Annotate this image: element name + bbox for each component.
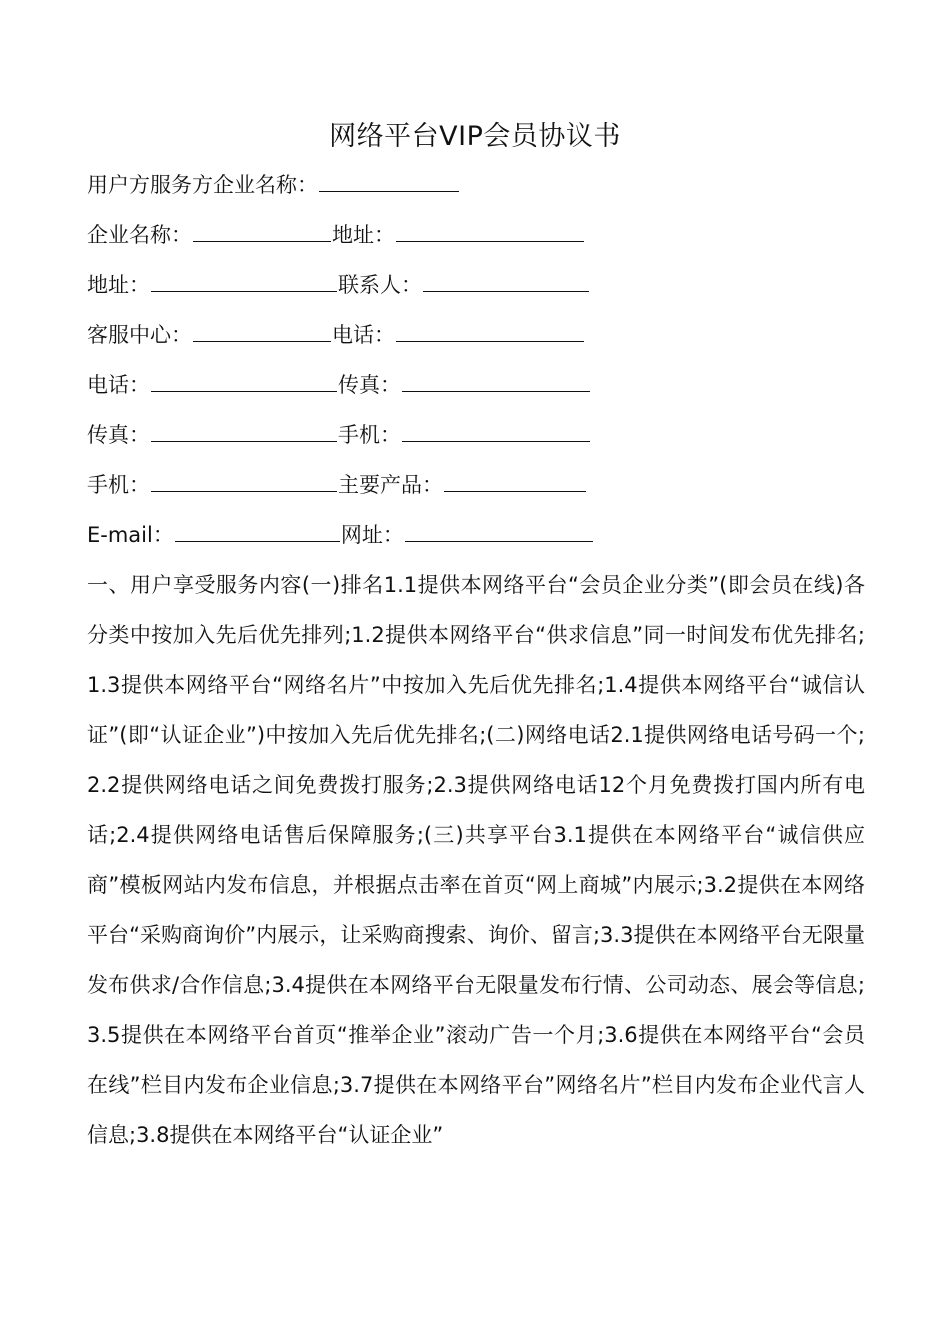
field-label: 联系人： (338, 273, 422, 297)
field-label: 网址： (340, 523, 404, 547)
field-label: 企业名称： (87, 223, 192, 247)
field-label: 电话： (87, 373, 150, 397)
field-row-6 (87, 410, 591, 460)
agreement-body-text: 一、用户享受服务内容(一)排名1.1提供本网络平台“会员企业分类”(即会员在线)各分类中按加入先后优先排列;1.2提供本网络平台“供求信息”同一时间发布优先排名;1.3提供本网络平台“网络名片”中按加入先后优先排名;1.4提供本网络平台“诚信认证”(即“认证企业”)中按加入先后优先排名;(二)网络电话2.1提供网络电话号码一个;2.2提供网络电话之间免费拨打服务;2.3提供网络电话12个月免费拨打国内所有电话;2.4提供网络电话售后保障服务;(三)共享平台3.1提供在本网络平台“诚信供应商”模板网站内发布信息，并根据点击率在首页“网上商城”内展示;3.2提供在本网络平台“采购商询价”内展示，让采购商搜索、询价、留言;3.3提供在本网络平台无限量发布供求/合作信息;3.4提供在本网络平台无限量发布行情、公司动态、展会等信息;3.5提供在本网络平台首页“推举企业”滚动广告一个月;3.6提供在本网络平台“会员在线”栏目内发布企业信息;3.7提供在本网络平台”网络名片”栏目内发布企业代言人信息;3.8提供在本网络平台“认证企业” (87, 573, 865, 1147)
field-row-5 (87, 360, 591, 410)
fill-blank[interactable] (151, 419, 337, 442)
fill-blank[interactable] (319, 169, 459, 192)
field-row-2 (87, 210, 585, 260)
fill-blank[interactable] (151, 369, 337, 392)
field-row-3 (87, 260, 590, 310)
fill-blank[interactable] (175, 519, 340, 542)
fill-blank[interactable] (402, 419, 590, 442)
fill-blank[interactable] (444, 469, 586, 492)
field-label: 传真： (87, 423, 150, 447)
field-label: 传真： (338, 373, 401, 397)
field-row-7 (87, 460, 587, 510)
field-label: E-mail： (87, 523, 174, 547)
field-row-8 (87, 510, 594, 560)
fill-blank[interactable] (396, 319, 584, 342)
field-label: 用户方服务方企业名称： (87, 173, 318, 197)
fill-blank[interactable] (193, 319, 331, 342)
document-title: 网络平台VIP会员协议书 (329, 121, 621, 152)
fill-blank[interactable] (402, 369, 590, 392)
field-row-1 (87, 160, 460, 210)
field-row-4 (87, 310, 585, 360)
fill-blank[interactable] (423, 269, 589, 292)
field-label: 客服中心： (87, 323, 192, 347)
field-label: 手机： (87, 473, 150, 497)
field-label: 地址： (332, 223, 395, 247)
field-label: 电话： (332, 323, 395, 347)
field-label: 主要产品： (338, 473, 443, 497)
field-label: 地址： (87, 273, 150, 297)
fill-blank[interactable] (396, 219, 584, 242)
fill-blank[interactable] (151, 269, 337, 292)
fill-blank[interactable] (193, 219, 331, 242)
fill-blank[interactable] (151, 469, 337, 492)
field-label: 手机： (338, 423, 401, 447)
fill-blank[interactable] (405, 519, 593, 542)
